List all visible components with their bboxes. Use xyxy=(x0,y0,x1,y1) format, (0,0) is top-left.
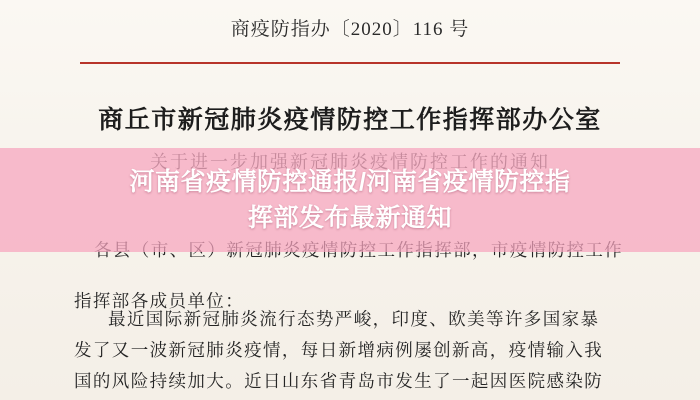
document-body-line-2: 发了又一波新冠肺炎疫情，每日新增病例屡创新高，疫情输入我 xyxy=(74,340,604,360)
headline-line-2: 挥部发布最新通知 xyxy=(247,204,452,232)
red-horizontal-rule xyxy=(80,62,620,64)
document-members-line: 指挥部各成员单位： xyxy=(74,291,245,311)
document-body-line-1: 最近国际新冠肺炎流行态势严峻，印度、欧美等许多国家暴 xyxy=(108,309,600,329)
document-header-code: 商疫防指办〔2020〕116 号 xyxy=(230,19,470,40)
headline-line-1: 河南省疫情防控通报/河南省疫情防控指 xyxy=(129,168,571,196)
document-title: 商丘市新冠肺炎疫情防控工作指挥部办公室 xyxy=(98,107,602,134)
document-body-line-3: 国的风险持续加大。近日山东省青岛市发生了一起因医院感染防 xyxy=(74,371,604,391)
headline-overlay xyxy=(0,148,700,252)
